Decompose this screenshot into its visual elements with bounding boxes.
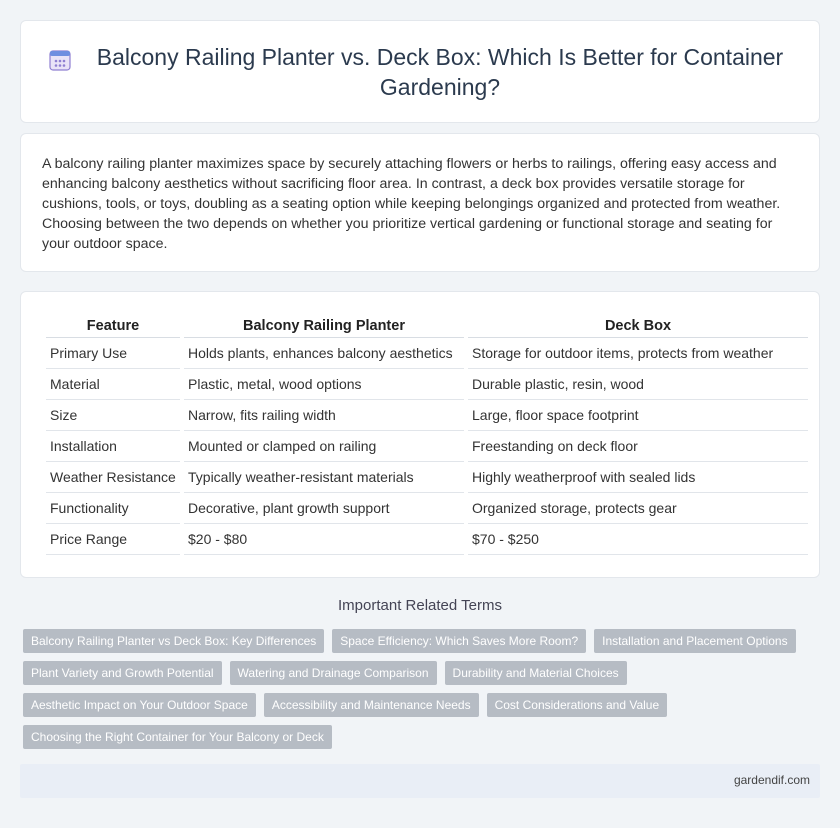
column-header: Deck Box (468, 316, 808, 338)
header-card (20, 20, 820, 123)
table-cell: Holds plants, enhances balcony aesthetics (184, 338, 464, 369)
site-name[interactable]: gardendif.com (733, 773, 810, 787)
related-terms-title: Important Related Terms (338, 597, 502, 614)
table-cell: $70 - $250 (468, 524, 808, 555)
related-terms-list (23, 629, 803, 749)
table-cell: Material (46, 369, 180, 400)
comparison-table-card (20, 291, 820, 578)
related-term-link[interactable]: Space Efficiency: Which Saves More Room? (332, 629, 586, 653)
table-cell: Large, floor space footprint (468, 400, 808, 431)
table-cell: Mounted or clamped on railing (184, 431, 464, 462)
table-cell: $20 - $80 (184, 524, 464, 555)
table-row (46, 524, 808, 555)
table-row (46, 431, 808, 462)
related-term-link[interactable]: Balcony Railing Planter vs Deck Box: Key Differences (23, 629, 324, 653)
related-term-link[interactable]: Choosing the Right Container for Your Balcony or Deck (23, 725, 332, 749)
table-cell: Installation (46, 431, 180, 462)
table-cell: Plastic, metal, wood options (184, 369, 464, 400)
table-cell: Decorative, plant growth support (184, 493, 464, 524)
related-term-link[interactable]: Cost Considerations and Value (487, 693, 668, 717)
related-term-link[interactable]: Aesthetic Impact on Your Outdoor Space (23, 693, 256, 717)
table-cell: Narrow, fits railing width (184, 400, 464, 431)
table-row (46, 369, 808, 400)
comparison-table (42, 316, 812, 555)
related-term-link[interactable]: Accessibility and Maintenance Needs (264, 693, 479, 717)
footer (20, 764, 820, 798)
table-cell: Highly weatherproof with sealed lids (468, 462, 808, 493)
table-cell: Price Range (46, 524, 180, 555)
table-cell: Freestanding on deck floor (468, 431, 808, 462)
table-cell: Storage for outdoor items, protects from weather (468, 338, 808, 369)
table-cell: Size (46, 400, 180, 431)
table-cell: Organized storage, protects gear (468, 493, 808, 524)
intro-paragraph: A balcony railing planter maximizes space by securely attaching flowers or herbs to railings, offering easy access and enhancing balcony aesthetics without sacrificing floor area. In contrast, a deck box provides versatile storage for cushions, tools, or toys, doubling as a seating option while keeping belongings organized and protected from weather. Choosing between the two depends on whether you prioritize vertical gardening or functional storage and seating for your outdoor space. (42, 156, 781, 252)
related-term-link[interactable]: Plant Variety and Growth Potential (23, 661, 222, 685)
table-row (46, 493, 808, 524)
table-cell: Functionality (46, 493, 180, 524)
page-title: Balcony Railing Planter vs. Deck Box: Which Is Better for Container Gardening? (96, 43, 784, 100)
column-header: Feature (46, 316, 180, 338)
table-cell: Weather Resistance (46, 462, 180, 493)
column-header: Balcony Railing Planter (184, 316, 464, 338)
table-row (46, 338, 808, 369)
related-term-link[interactable]: Watering and Drainage Comparison (230, 661, 437, 685)
table-cell: Primary Use (46, 338, 180, 369)
related-term-link[interactable]: Durability and Material Choices (445, 661, 627, 685)
intro-card (20, 133, 820, 272)
table-header-row (46, 316, 808, 338)
table-row (46, 462, 808, 493)
table-cell: Durable plastic, resin, wood (468, 369, 808, 400)
table-row (46, 400, 808, 431)
related-term-link[interactable]: Installation and Placement Options (594, 629, 795, 653)
table-cell: Typically weather-resistant materials (184, 462, 464, 493)
